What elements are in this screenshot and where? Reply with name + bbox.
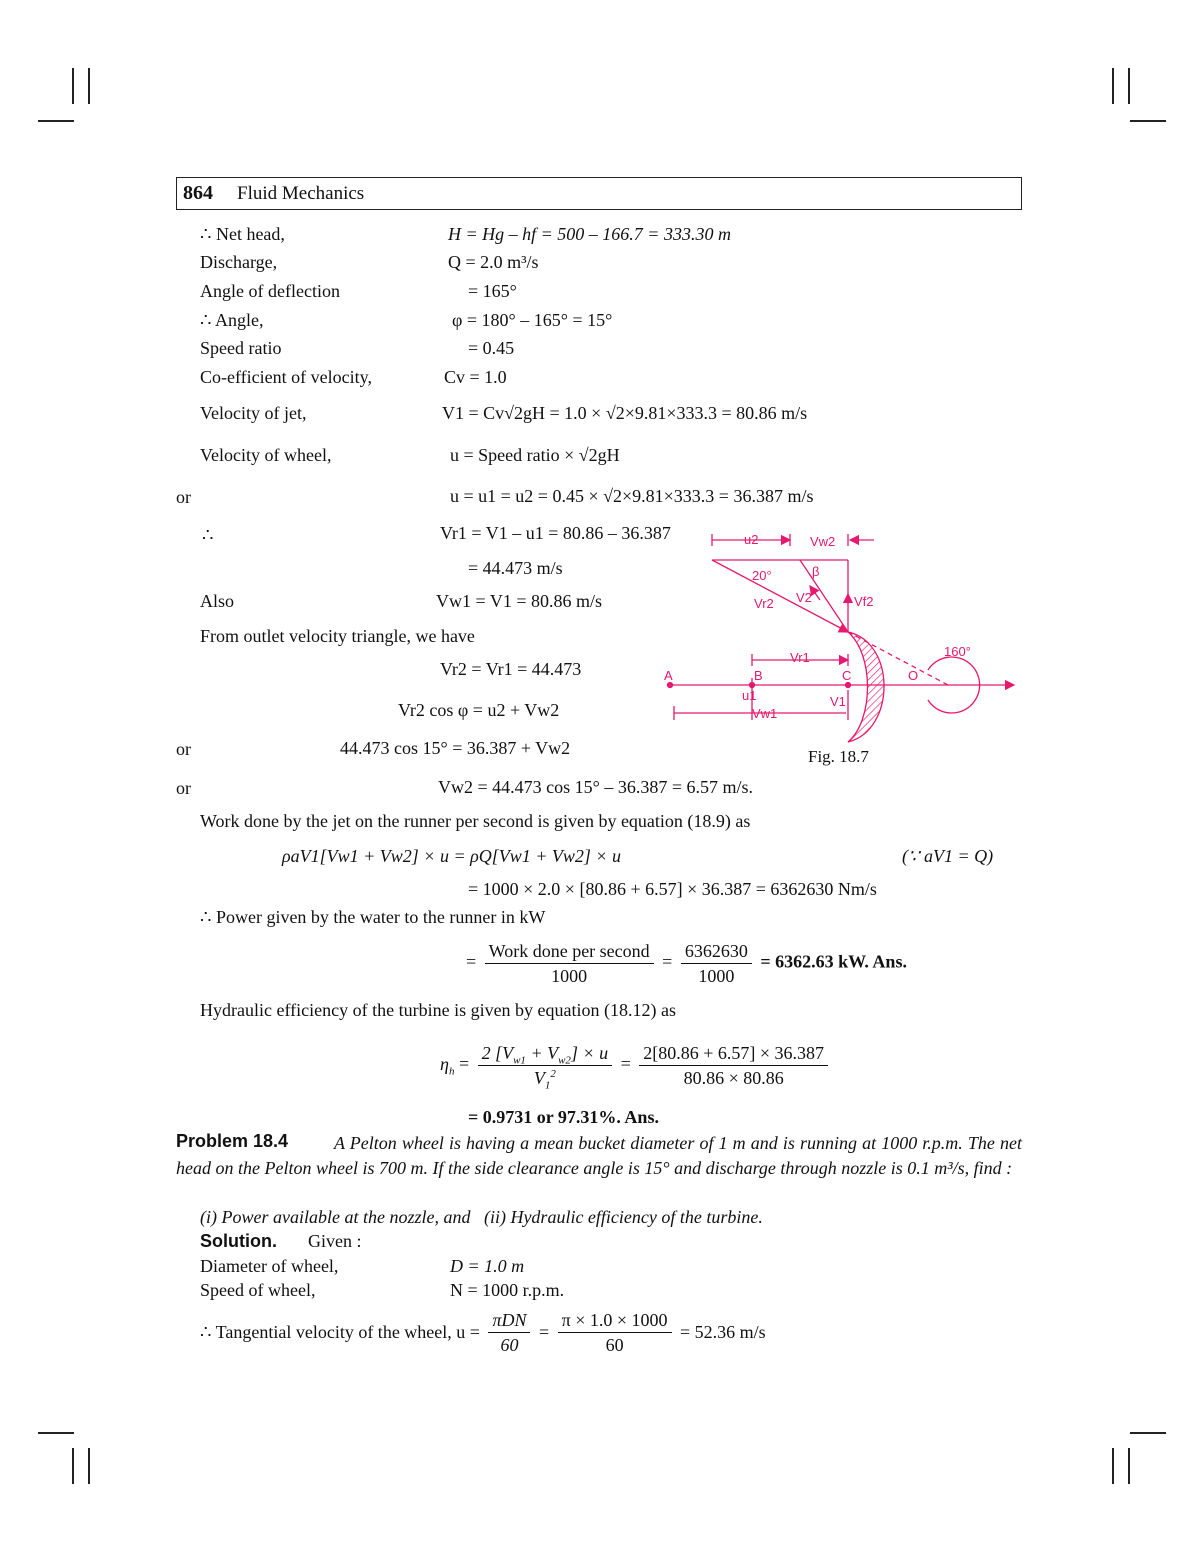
page-header [176,177,1022,210]
label-angle-160: 160° [944,644,971,659]
connector-also: Also [200,591,235,611]
solution-label: Solution. [200,1231,277,1251]
work-done-intro: Work done by the jet on the runner per second is given by equation (18.9) as [200,811,751,831]
efficiency-equation: $\eta_h$ = $\frac{2 [V_{w1} + V_{w2}] \times u}{V_1^2}$ = $\frac{2[80.86 + 6.57] \times 36.387}{80.86 \times 80.86}$ [440,1042,832,1089]
equation-vr1: Vr1 = V1 – u1 = 80.86 – 36.387 [440,523,671,543]
therefore-symbol: ∴ [202,525,214,545]
tangential-label: ∴ Tangential velocity of the wheel, u = [200,1322,480,1342]
power-result: = 6362.63 kW. Ans. [760,951,907,972]
velocity-triangle-figure [660,520,1040,760]
crop-mark [1130,120,1166,122]
given-label-jet-velocity: Velocity of jet, [200,403,307,423]
power-intro: ∴ Power given by the water to the runner in kW [200,907,546,927]
equation-vr2: Vr2 = Vr1 = 44.473 [440,659,582,679]
label-point-a: A [664,668,673,683]
given-label-deflection: Angle of deflection [200,281,340,301]
crop-mark [1128,68,1130,104]
given-value-wheel-velocity: u = Speed ratio × √2gH [450,445,620,465]
power-fraction-2 [681,940,752,987]
power-equation: = $\frac{\text{Work done per second}}{1000}$ = $\frac{6362630}{1000}$ = 6362.63 kW. Ans. [466,941,907,986]
given-label-speed-ratio: Speed ratio [200,338,282,358]
speed-label: Speed of wheel, [200,1280,316,1300]
given-value-cv: Cv = 1.0 [444,367,507,387]
equation-work-value: = 1000 × 2.0 × [80.86 + 6.57] × 36.387 = 6362630 Nm/s [468,879,877,899]
equation-vr1-value: = 44.473 m/s [468,558,563,578]
speed-value: N = 1000 r.p.m. [450,1280,565,1300]
given-value-deflection: = 165° [468,281,517,301]
equation-cos-numeric: 44.473 cos 15° = 36.387 + Vw2 [340,738,571,758]
label-vw1: Vw1 [752,706,778,721]
label-point-o: O [908,668,919,683]
label-vr1: Vr1 [790,650,810,665]
given-label-net-head: ∴ Net head, [200,224,285,244]
fraction-denominator: 1000 [698,966,735,986]
fraction-denominator: 60 [500,1335,519,1355]
efficiency-fraction-numeric [639,1042,828,1089]
given-value-discharge: Q = 2.0 m³/s [448,252,539,272]
equation-vw2: Vw2 = 44.473 cos 15° – 36.387 = 6.57 m/s. [438,777,753,797]
crop-mark [88,68,90,104]
crop-mark [1128,1448,1130,1484]
fraction-numerator: 2[80.86 + 6.57] × 36.387 [639,1042,828,1066]
given-label-wheel-velocity: Velocity of wheel, [200,445,332,465]
efficiency-result: = 0.9731 or 97.31%. Ans. [468,1107,659,1127]
crop-mark [1112,68,1114,104]
fraction-numerator: Work done per second [485,940,654,964]
given-value-jet-velocity: V1 = Cv√2gH = 1.0 × √2×9.81×333.3 = 80.86 m/s [442,403,808,423]
problem-parts: (i) Power available at the nozzle, and (ii) Hydraulic efficiency of the turbine. [200,1207,763,1227]
problem-heading: Problem 18.4 [176,1131,289,1151]
given-value-net-head: H = Hg – hf = 500 – 166.7 = 333.30 m [448,224,731,244]
outlet-triangle-intro: From outlet velocity triangle, we have [200,626,475,646]
label-v1: V1 [830,694,846,709]
given-label-angle: ∴ Angle, [200,310,264,330]
connector-or: or [176,778,191,798]
tangential-result: = 52.36 m/s [680,1322,766,1342]
crop-mark [88,1448,90,1484]
fraction-denominator: 80.86 × 80.86 [683,1068,784,1088]
label-point-b: B [754,668,763,683]
crop-mark [1112,1448,1114,1484]
diameter-value: D = 1.0 m [450,1256,525,1276]
power-fraction-1 [485,940,654,987]
label-vw2: Vw2 [810,534,836,549]
equation-cos: Vr2 cos φ = u2 + Vw2 [398,700,560,720]
label-v2: V2 [796,590,812,605]
connector-or: or [176,487,191,507]
given-value-angle: φ = 180° – 165° = 15° [452,310,613,330]
label-point-c: C [842,668,852,683]
efficiency-fraction-symbolic: $\frac{2 [V_{w1} + V_{w2}] \times u}{V_1^2}$ [478,1042,613,1089]
label-angle-20: 20° [752,568,772,583]
fraction-numerator: π × 1.0 × 1000 [558,1309,672,1333]
bucket-shape [848,632,884,742]
figure-caption: Fig. 18.7 [808,747,869,766]
crop-mark [1130,1432,1166,1434]
fraction-denominator: 60 [605,1335,624,1355]
page-number: 864 [183,182,213,204]
fraction-numerator: πDN [488,1309,530,1333]
running-title: Fluid Mechanics [237,183,365,204]
equation-work-note: (∵ aV1 = Q) [902,846,994,866]
given-value-speed-ratio: = 0.45 [468,338,515,358]
fraction-denominator: 1000 [551,966,588,986]
equation-u: u = u1 = u2 = 0.45 × √2×9.81×333.3 = 36.387 m/s [450,486,814,506]
given-label-discharge: Discharge, [200,252,278,272]
crop-mark [38,1432,74,1434]
label-u2: u2 [744,532,759,547]
problem-statement: A Pelton wheel is having a mean bucket diameter of 1 m and is running at 1000 r.p.m. The net head on the Pelton wheel is 700 m. If the side clearance angle is 15° and discharge through nozzle is 0.1 m³/s, find : [176,1133,1022,1178]
diameter-label: Diameter of wheel, [200,1256,339,1276]
label-u1: u1 [742,688,757,703]
crop-mark [72,1448,74,1484]
tangential-fraction-2 [558,1309,672,1356]
equation-work: ρaV1[Vw1 + Vw2] × u = ρQ[Vw1 + Vw2] × u [282,846,622,866]
label-vr2: Vr2 [754,596,774,611]
label-beta: β [812,564,820,579]
label-vf2: Vf2 [854,594,874,609]
given-label: Given : [308,1231,362,1251]
equation-vw1: Vw1 = V1 = 80.86 m/s [436,591,602,611]
efficiency-intro: Hydraulic efficiency of the turbine is given by equation (18.12) as [200,1000,677,1020]
crop-mark [38,120,74,122]
crop-mark [72,68,74,104]
tangential-velocity-equation: ∴ Tangential velocity of the wheel, u = $\frac{\text{πDN}}{60}$ = $\frac{\pi \times 1.0 \times 1000}{60}$ = 52.36 m/s [200,1310,766,1355]
vr2-vector [712,560,848,632]
given-label-cv: Co-efficient of velocity, [200,367,372,387]
connector-or: or [176,739,191,759]
tangential-fraction-1 [488,1309,530,1356]
fraction-numerator: 6362630 [681,940,752,964]
